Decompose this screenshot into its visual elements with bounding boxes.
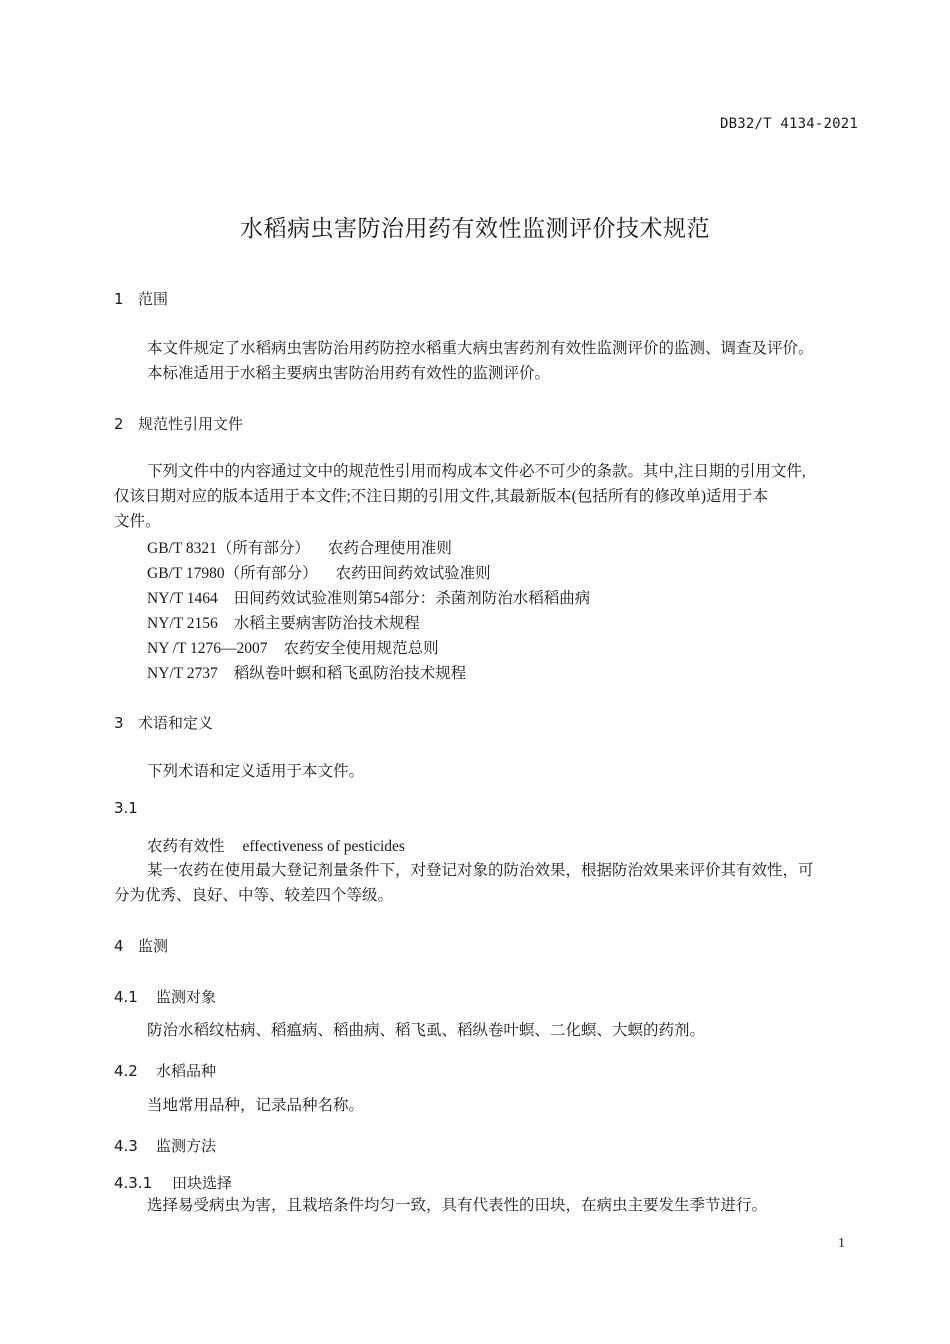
normative-intro-line-1: 下列文件中的内容通过文中的规范性引用而构成本文件必不可少的条款。其中,注日期的引用文件, bbox=[147, 463, 806, 480]
subsection-number: 4.3.1 bbox=[114, 1174, 153, 1192]
subsection-heading-4-3-1 bbox=[114, 1172, 232, 1193]
section-title: 术语和定义 bbox=[138, 714, 214, 732]
reference-code: NY/T 1464 bbox=[147, 590, 218, 607]
terms-intro: 下列术语和定义适用于本文件。 bbox=[147, 763, 365, 780]
section-number: 1 bbox=[114, 290, 124, 308]
reference-code: NY/T 2737 bbox=[147, 665, 218, 682]
reference-code: GB/T 8321（所有部分） bbox=[147, 540, 310, 557]
subsection-4-3-1-text: 选择易受病虫为害，且栽培条件均匀一致，具有代表性的田块，在病虫主要发生季节进行。 bbox=[147, 1197, 768, 1214]
term-heading-3-1 bbox=[147, 834, 405, 859]
term-definition-line-1: 某一农药在使用最大登记剂量条件下，对登记对象的防治效果，根据防治效果来评价其有效性，可 bbox=[147, 862, 814, 879]
term-definition-line-2: 分为优秀、良好、中等、较差四个等级。 bbox=[114, 887, 394, 904]
subsection-number: 4.1 bbox=[114, 988, 138, 1006]
document-number: DB32/T 4134-2021 bbox=[719, 116, 858, 132]
term-number-3-1: 3.1 bbox=[114, 799, 138, 817]
reference-item bbox=[147, 661, 466, 683]
reference-item bbox=[147, 586, 590, 608]
section-title: 范围 bbox=[138, 290, 169, 308]
section-heading-scope bbox=[114, 288, 168, 309]
subsection-4-1-text: 防治水稻纹枯病、稻瘟病、稻曲病、稻飞虱、稻纵卷叶螟、二化螟、大螟的药剂。 bbox=[147, 1022, 706, 1039]
reference-title: 农药田间药效试验准则 bbox=[335, 565, 491, 582]
reference-title: 农药安全使用规范总则 bbox=[283, 640, 439, 657]
reference-item bbox=[147, 636, 439, 658]
subsection-heading-4-1 bbox=[114, 986, 216, 1007]
section-title: 规范性引用文件 bbox=[138, 415, 244, 433]
subsection-heading-4-2 bbox=[114, 1060, 216, 1081]
reference-title: 田间药效试验准则第54部分：杀菌剂防治水稻稻曲病 bbox=[233, 590, 591, 607]
reference-code: NY/T 2156 bbox=[147, 615, 218, 632]
page-number: 1 bbox=[838, 1236, 845, 1251]
subsection-title: 田块选择 bbox=[172, 1174, 233, 1192]
normative-intro-line-2: 仅该日期对应的版本适用于本文件;不注日期的引用文件,其最新版本(包括所有的修改单)适用于本 bbox=[114, 488, 769, 505]
normative-intro-line-3: 文件。 bbox=[114, 513, 161, 530]
reference-code: NY /T 1276—2007 bbox=[147, 640, 268, 657]
subsection-title: 监测对象 bbox=[156, 988, 217, 1006]
reference-title: 水稻主要病害防治技术规程 bbox=[233, 615, 420, 632]
reference-title: 稻纵卷叶螟和稻飞虱防治技术规程 bbox=[233, 665, 467, 682]
subsection-number: 4.2 bbox=[114, 1062, 138, 1080]
document-title: 水稻病虫害防治用药有效性监测评价技术规范 bbox=[240, 216, 710, 242]
term-english: effectiveness of pesticides bbox=[242, 838, 405, 855]
section-number: 4 bbox=[114, 937, 124, 955]
subsection-title: 监测方法 bbox=[156, 1137, 217, 1155]
term-chinese: 农药有效性 bbox=[147, 838, 225, 855]
subsection-heading-4-3 bbox=[114, 1135, 216, 1156]
reference-code: GB/T 17980（所有部分） bbox=[147, 565, 318, 582]
subsection-number: 4.3 bbox=[114, 1137, 138, 1155]
reference-title: 农药合理使用准则 bbox=[327, 540, 452, 557]
subsection-title: 水稻品种 bbox=[156, 1062, 217, 1080]
section-number: 2 bbox=[114, 415, 124, 433]
subsection-4-2-text: 当地常用品种，记录品种名称。 bbox=[147, 1097, 365, 1114]
reference-item bbox=[147, 536, 452, 558]
section-number: 3 bbox=[114, 714, 124, 732]
section-heading-terms bbox=[114, 712, 213, 733]
section-heading-monitoring bbox=[114, 935, 168, 956]
section-heading-normative bbox=[114, 413, 243, 434]
reference-item bbox=[147, 561, 491, 583]
reference-item bbox=[147, 611, 420, 633]
scope-paragraph-1: 本文件规定了水稻病虫害防治用药防控水稻重大病虫害药剂有效性监测评价的监测、调查及评价。 bbox=[147, 340, 814, 357]
section-title: 监测 bbox=[138, 937, 169, 955]
scope-paragraph-2: 本标准适用于水稻主要病虫害防治用药有效性的监测评价。 bbox=[147, 365, 551, 382]
